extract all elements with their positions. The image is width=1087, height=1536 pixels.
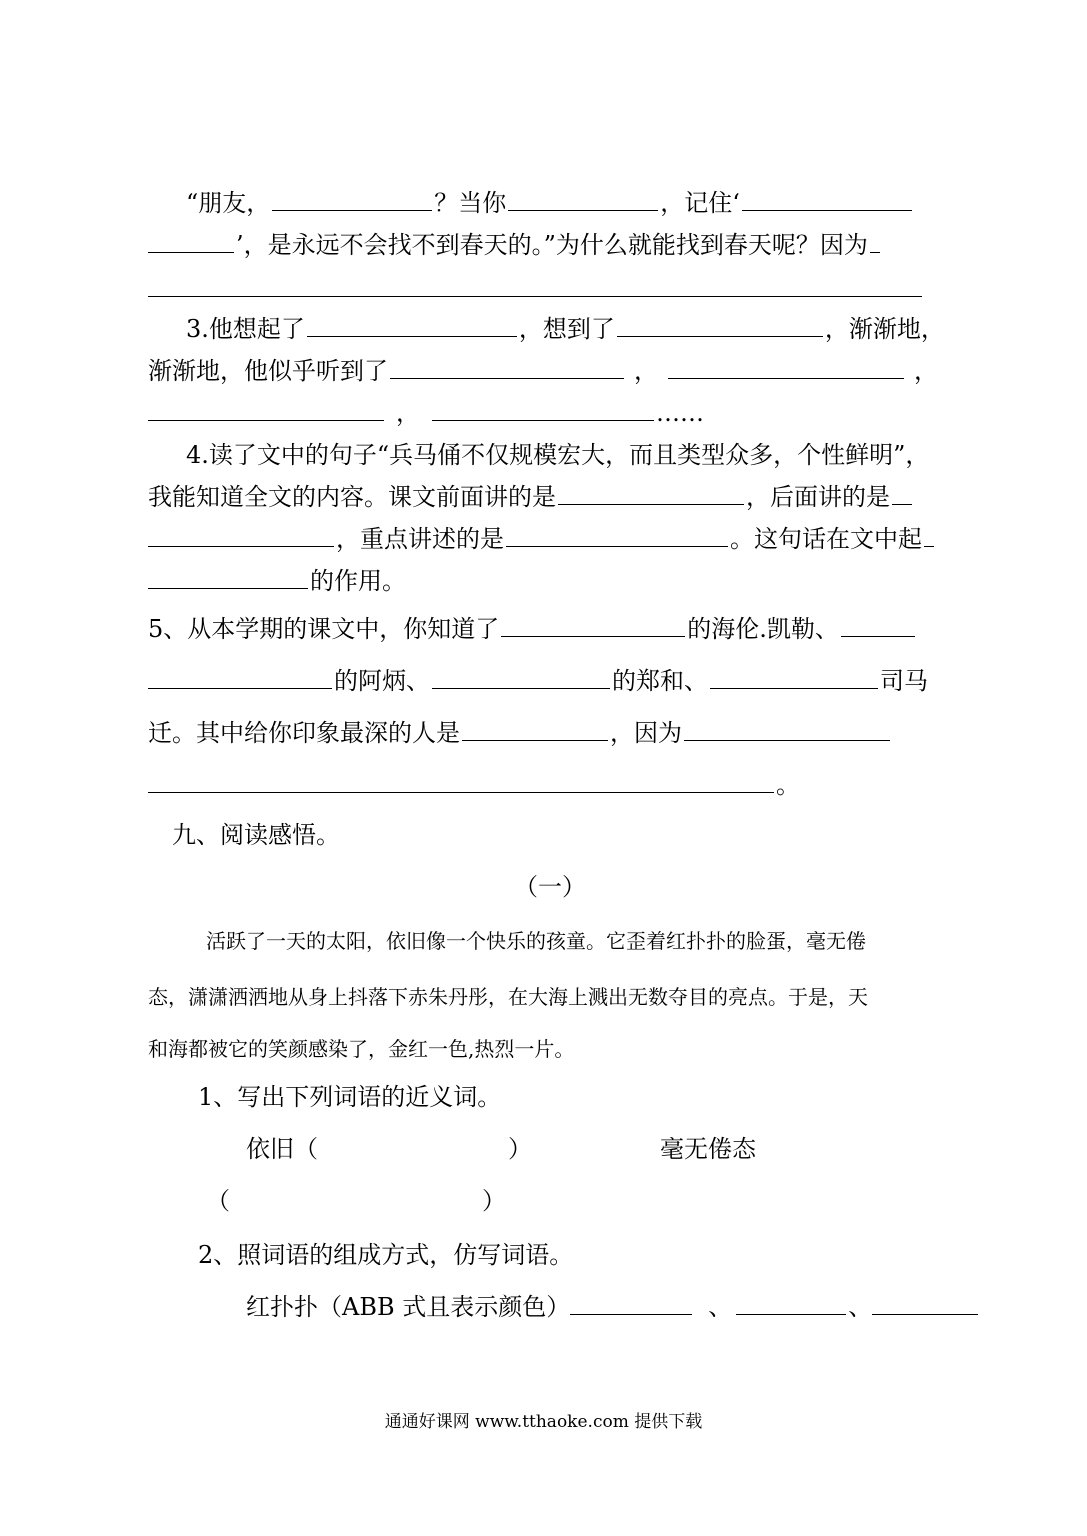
q4-line3	[148, 524, 936, 554]
q3-text: ……	[656, 399, 704, 427]
question-1: 1、写出下列词语的近义词。	[198, 1083, 502, 1111]
q5-text: 5、从本学期的课文中，你知道了	[148, 615, 500, 643]
blank	[742, 188, 912, 211]
blank	[501, 614, 685, 637]
blank	[924, 524, 934, 547]
synonym-item-2: 毫无倦态	[660, 1135, 756, 1163]
section-title: 九、阅读感悟。	[172, 821, 340, 849]
blank	[148, 566, 308, 589]
blank	[390, 356, 624, 379]
synonym-item-1: 依旧（	[246, 1135, 318, 1163]
blank	[307, 314, 517, 337]
separator: 、	[848, 1293, 873, 1321]
q2-line1	[186, 188, 914, 218]
q5-line2	[148, 666, 928, 696]
q5-text: 的海伦.凯勒、	[687, 615, 839, 643]
paren-open: （	[206, 1187, 230, 1215]
blank	[508, 188, 658, 211]
q5-line4	[148, 770, 800, 800]
q3-text: 3.他想起了	[186, 315, 305, 343]
blank	[148, 770, 774, 793]
separator: 、	[708, 1293, 733, 1321]
q3-line2	[148, 356, 938, 386]
blank	[710, 666, 878, 689]
q4-text: 我能知道全文的内容。课文前面讲的是	[148, 483, 556, 511]
blank	[462, 718, 608, 741]
q2-line2	[148, 230, 882, 260]
answer-rule	[148, 296, 922, 297]
q2-text: ，记住‘	[660, 189, 740, 217]
q4-line2	[148, 482, 914, 512]
abb-example: 红扑扑（ABB 式且表示颜色）	[246, 1293, 571, 1321]
blank	[736, 1292, 846, 1315]
blank	[570, 1292, 692, 1315]
q3-line1	[186, 314, 945, 344]
q3-text: ，想到了	[518, 315, 615, 343]
blank	[432, 398, 654, 421]
blank	[668, 356, 904, 379]
paren-close: ）	[482, 1187, 506, 1215]
q4-text: 的作用。	[310, 567, 406, 595]
blank	[841, 614, 915, 637]
blank	[506, 524, 728, 547]
q3-text: ，	[634, 357, 658, 385]
q3-text: ，渐渐地，	[824, 315, 945, 343]
q5-text: 的郑和、	[612, 667, 708, 695]
q3-line3	[148, 398, 704, 428]
blank	[148, 524, 334, 547]
footer-text: 通通好课网 www.tthaoke.com 提供下载	[384, 1412, 703, 1432]
q2-text: “朋友，	[186, 189, 271, 217]
q5-text: 司马	[880, 667, 928, 695]
passage-line: 活跃了一天的太阳，依旧像一个快乐的孩童。它歪着红扑扑的脸蛋，毫无倦	[206, 929, 866, 953]
blank	[870, 230, 880, 253]
abb-line	[246, 1292, 980, 1322]
blank	[558, 482, 744, 505]
blank	[892, 482, 912, 505]
paren-close: ）	[508, 1135, 532, 1163]
q2-text: ’，是永远不会找不到春天的。”为什么就能找到春天呢？因为	[236, 231, 868, 259]
q4-line4	[148, 566, 406, 596]
blank	[617, 314, 823, 337]
q5-line3	[148, 718, 892, 748]
q3-text: ，	[914, 357, 938, 385]
q4-text: 。这句话在文中起	[730, 525, 922, 553]
q4-text: ，后面讲的是	[746, 483, 890, 511]
q3-text: 渐渐地，他似乎听到了	[148, 357, 388, 385]
passage-line: 和海都被它的笑颜感染了，金红一色,热烈一片。	[148, 1037, 575, 1061]
q5-text: 的阿炳、	[334, 667, 430, 695]
blank	[872, 1292, 978, 1315]
q5-text: 。	[776, 771, 800, 799]
blank	[272, 188, 432, 211]
blank	[432, 666, 610, 689]
q4-text: ，重点讲述的是	[336, 525, 504, 553]
blank	[148, 666, 332, 689]
q2-text: ？当你	[434, 189, 507, 217]
passage-number: （一）	[514, 873, 586, 901]
q4-line1: 4.读了文中的句子“兵马俑不仅规模宏大，而且类型众多，个性鲜明”，	[186, 441, 930, 469]
q5-text: ，因为	[610, 719, 682, 747]
passage-line: 态，潇潇洒洒地从身上抖落下赤朱丹彤，在大海上溅出无数夺目的亮点。于是，天	[148, 985, 868, 1009]
blank	[148, 230, 234, 253]
question-2: 2、照词语的组成方式，仿写词语。	[198, 1241, 574, 1269]
q5-text: 迁。其中给你印象最深的人是	[148, 719, 460, 747]
blank	[684, 718, 890, 741]
q5-line1	[148, 614, 917, 644]
q3-text: ，	[396, 399, 420, 427]
blank	[148, 398, 384, 421]
